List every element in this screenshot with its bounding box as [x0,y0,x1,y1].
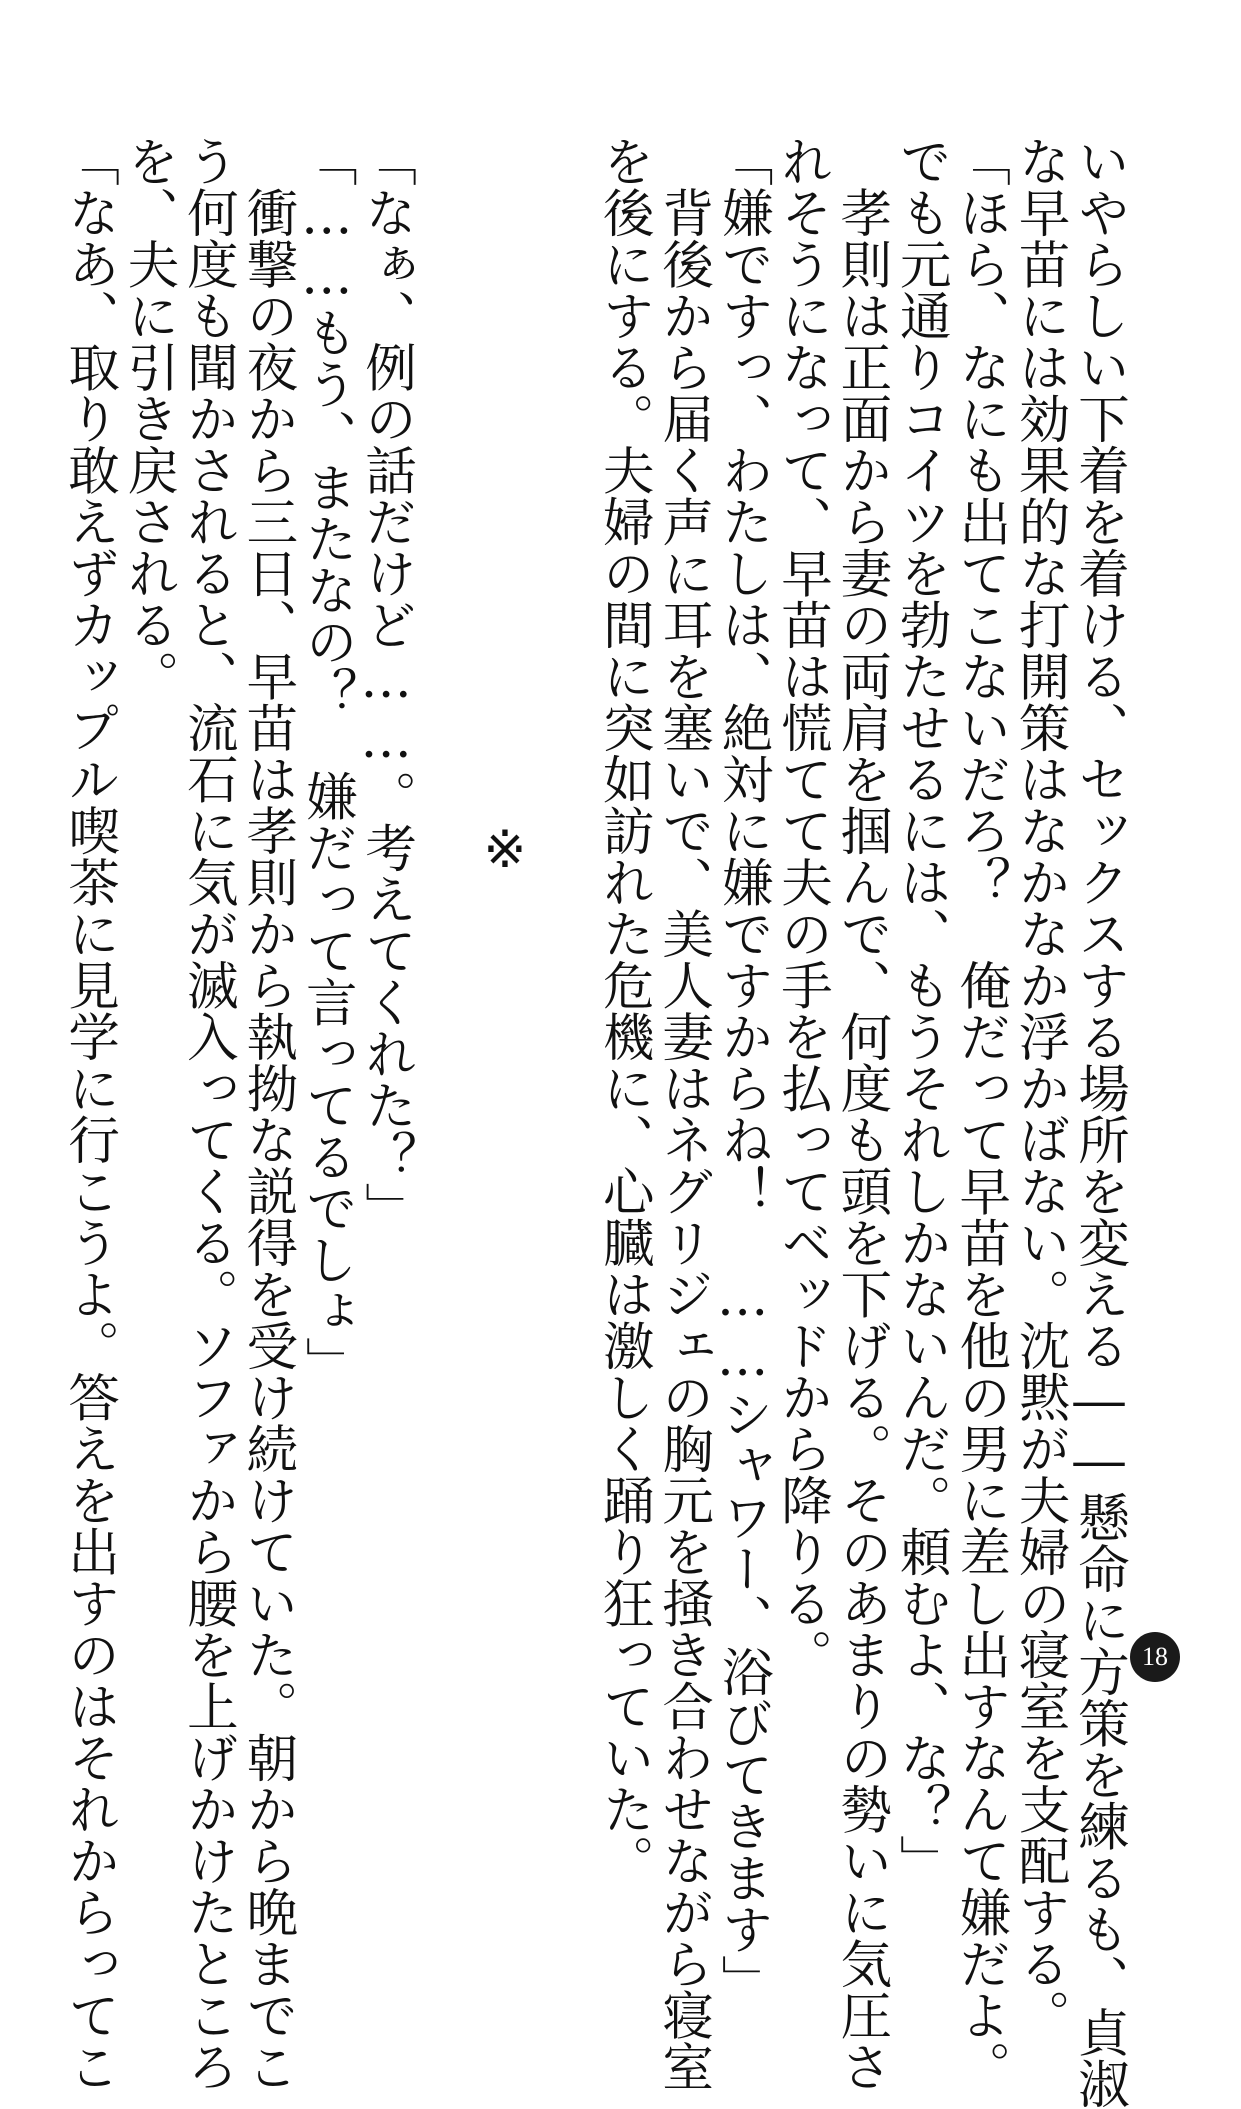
text-line: 衝撃の夜から三日、早苗は孝則から執拗な説得を受け続けていた。朝から晩までこ [237,135,298,2092]
blank-line [415,135,474,1565]
page-number-badge: 18 [1130,1632,1180,1682]
text-line: 「ほら、なにも出てこないだろ？ 俺だって早苗を他の男に差し出すなんて嫌だよ。 [950,135,1011,2092]
body-text [59,135,1129,2109]
text-line: 背後から届く声に耳を塞いで、美人妻はネグリジェの胸元を掻き合わせながら寝室 [653,135,714,2092]
text-line: な早苗には効果的な打開策はなかなか浮かばない。沈黙が夫婦の寝室を支配する。 [1009,135,1070,2041]
text-line: を、夫に引き戻される。 [118,135,179,702]
text-line: 「……もう、またなの？ 嫌だって言ってるでしょ」 [296,135,357,1388]
text-line: でも元通りコイツを勃たせるには、もうそれしかないんだ。頼むよ、な？」 [890,135,951,1886]
text-line: う何度も聞かされると、流石に気が滅入ってくる。ソファから腰を上げかけたところ [177,135,238,2092]
text-line: 「なぁ、例の話だけど……。考えてくれた？」 [356,135,417,1234]
text-line: 「なあ、取り敢えずカップル喫茶に見学に行こうよ。答えを出すのはそれからってこ [59,135,120,2092]
text-line: を後にする。夫婦の間に突如訪れた危機に、心臓は激しく踊り狂っていた。 [593,135,654,1886]
section-separator: ※ [474,820,535,880]
text-line: いやらしい下着を着ける、セックスする場所を変える――懸命に方策を練るも、貞淑 [1069,135,1129,2109]
text-line: れそうになって、早苗は慌てて夫の手を払ってベッドから降りる。 [771,135,832,1680]
text-line: 孝則は正面から妻の両肩を掴んで、何度も頭を下げる。そのあまりの勢いに気圧さ [831,135,892,2092]
text-line: 「嫌ですっ、わたしは、絶対に嫌ですからね！ ……シャワー、浴びてきます」 [712,135,773,2006]
blank-line [534,135,593,1565]
